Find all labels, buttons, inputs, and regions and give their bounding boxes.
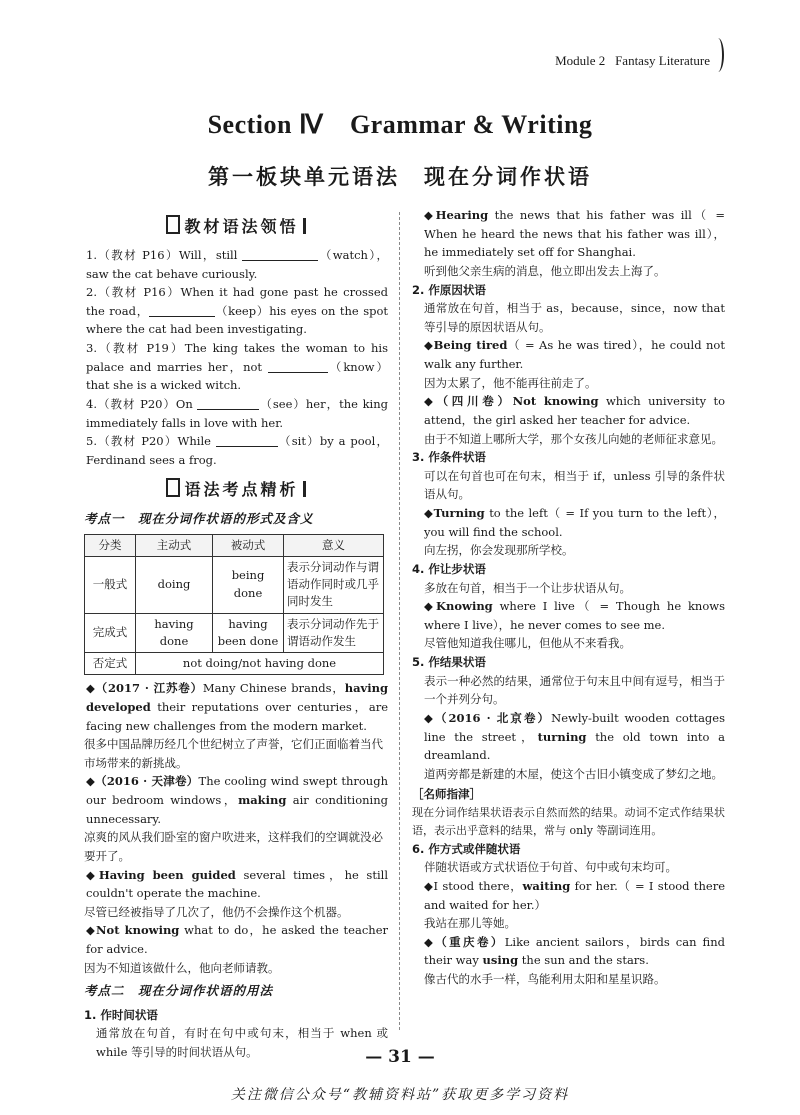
example-chongqing: ◆（重庆卷）Like ancient sailors，birds can find their way using the sun and the stars. xyxy=(424,934,725,968)
example-tianjin: ◆（2016 · 天津卷）The cooling wind swept through our bedroom windows，making air conditioning unnecessary. xyxy=(86,774,388,826)
translation: 尽管已经被指导了几次了，他仍不会操作这个机器。 xyxy=(84,904,349,919)
example-stood: ◆I stood there，waiting for her.（ = I stood there and waited for her.） xyxy=(424,878,725,912)
translation: 很多中国品牌历经几个世纪树立了声誉，它们正面临着当代市场带来的新挑战。 xyxy=(84,737,383,770)
header-bracket-decoration xyxy=(712,38,724,72)
heading-bar xyxy=(303,218,306,234)
kaodian-1-heading: 考点一 现在分词作状语的形式及含义 xyxy=(84,511,314,527)
answer-blank[interactable] xyxy=(268,360,328,373)
section-title: Section Ⅳ Grammar & Writing xyxy=(207,110,593,139)
bookmark-icon xyxy=(166,215,180,234)
page-number: — 31 — xyxy=(365,1047,435,1067)
table-cell: having done xyxy=(136,613,213,653)
translation: 听到他父亲生病的消息，他立即出发去上海了。 xyxy=(424,263,666,278)
table-row xyxy=(85,653,384,675)
table-cell: 否定式 xyxy=(85,653,136,675)
translation: 像古代的水手一样，鸟能利用太阳和星星识路。 xyxy=(424,972,666,986)
answer-blank[interactable] xyxy=(149,304,215,317)
usage-description: 通常放在句首，相当于 as，because，since，now that 等引导的原因状语从句。 xyxy=(424,301,725,334)
example-hearing: ◆Hearing the news that his father was ill（ = When he heard the news that his father was ill），he immediately set off for Shanghai. xyxy=(424,208,725,260)
table-header: 意义 xyxy=(284,534,384,556)
usage-description: 伴随状语或方式状语位于句首、句中或句末均可。 xyxy=(424,860,677,875)
teacher-tip-text: 现在分词作结果状语表示自然而然的结果。动词不定式作结果状语，表示出乎意料的结果，常与 only 等副词连用。 xyxy=(412,806,725,837)
table-row xyxy=(85,613,384,653)
table-header-row xyxy=(85,534,384,556)
usage-heading: 5. 作结果状语 xyxy=(412,655,486,669)
example-being-tired: ◆Being tired（ = As he was tired），he could not walk any further. xyxy=(424,338,725,371)
table-cell: being done xyxy=(213,556,284,613)
footer-note: 关注微信公众号“教辅资料站”获取更多学习资料 xyxy=(230,1087,570,1103)
example-turning: ◆Turning to the left（ = If you turn to the left），you will find the school. xyxy=(424,506,725,539)
table-header: 主动式 xyxy=(136,534,213,556)
running-header xyxy=(555,50,710,71)
translation: 凉爽的风从我们卧室的窗户吹进来，这样我们的空调就没必要开了。 xyxy=(84,830,383,863)
heading-bar xyxy=(303,481,306,497)
exercise-3: 3.（教材 P19）The king takes the woman to his palace and marries her，not （know）that she is a wicked witch. xyxy=(86,341,388,393)
table-cell: doing xyxy=(136,556,213,613)
example-not-knowing: ◆Not knowing what to do，he asked the teacher for advice. xyxy=(86,923,388,957)
translation: 我站在那儿等她。 xyxy=(424,916,516,931)
answer-blank[interactable] xyxy=(216,435,278,448)
column-divider xyxy=(399,212,400,1030)
table-header: 被动式 xyxy=(213,534,284,556)
exercise-2: 2.（教材 P16）When it had gone past he crossed the road， （keep）his eyes on the spot where the cat had been investigating. xyxy=(86,285,388,337)
usage-description: 通常放在句首，有时在句中或句末，相当于 when 或 while 等引导的时间状语从句。 xyxy=(96,1026,388,1059)
translation: 由于不知道上哪所大学，那个女孩儿向她的老师征求意见。 xyxy=(424,431,723,446)
example-sichuan: ◆（四川卷）Not knowing which university to attend，the girl asked her teacher for advice. xyxy=(424,394,725,427)
table-header: 分类 xyxy=(85,534,136,556)
table-cell: having been done xyxy=(213,613,284,653)
kaodian-2-heading: 考点二 现在分词作状语的用法 xyxy=(84,983,274,999)
left-column xyxy=(84,206,388,1061)
table-cell: 完成式 xyxy=(85,613,136,653)
form-meaning-table xyxy=(84,534,384,676)
usage-description: 多放在句首，相当于一个让步状语从句。 xyxy=(424,580,631,595)
table-cell: 表示分词动作与谓语动作同时或几乎同时发生 xyxy=(284,556,384,613)
example-beijing: ◆（2016 · 北京卷）Newly-built wooden cottages line the street，turning the old town into a dreamland. xyxy=(424,710,726,763)
bookmark-icon xyxy=(166,478,180,497)
translation: 向左拐，你会发现那所学校。 xyxy=(424,543,574,558)
box-heading-textbook: 教材语法领悟 xyxy=(84,214,388,240)
example-knowing: ◆Knowing where I live（ = Though he knows where I live），he never comes to see me. xyxy=(424,599,725,632)
translation: 因为太累了，他不能再往前走了。 xyxy=(424,375,597,390)
translation: 道两旁都是新建的木屋，使这个古旧小镇变成了梦幻之地。 xyxy=(424,766,723,781)
teacher-tip-label: ［名师指津］ xyxy=(412,787,481,802)
header-module: Module 2 xyxy=(555,53,606,68)
header-topic: Fantasy Literature xyxy=(615,53,710,68)
exercise-5: 5.（教材 P20）While （sit）by a pool，Ferdinand sees a frog. xyxy=(86,434,388,467)
example-jiangsu: ◆（2017 · 江苏卷）Many Chinese brands，having developed their reputations over centuries，are facing new challenges from the modern market. xyxy=(86,681,388,733)
usage-heading: 1. 作时间状语 xyxy=(84,1007,158,1022)
usage-heading: 4. 作让步状语 xyxy=(412,561,486,576)
right-column xyxy=(412,206,725,989)
exercise-4: 4.（教材 P20）On （see）her，the king immediately falls in love with her. xyxy=(86,396,388,430)
chinese-title: 第一板块单元语法 现在分词作状语 xyxy=(208,164,592,189)
usage-heading: 6. 作方式或伴随状语 xyxy=(412,841,521,856)
exercise-1: 1.（教材 P16）Will，still （watch），saw the cat behave curiously. xyxy=(86,247,388,281)
example-guided: ◆Having been guided several times，he still couldn't operate the machine. xyxy=(86,867,388,901)
answer-blank[interactable] xyxy=(242,248,318,261)
usage-heading: 3. 作条件状语 xyxy=(412,450,486,465)
translation: 尽管他知道我住哪儿，但他从不来看我。 xyxy=(424,636,631,651)
usage-description: 表示一种必然的结果，通常位于句末且中间有逗号，相当于一个并列分句。 xyxy=(424,673,725,707)
usage-heading: 2. 作原因状语 xyxy=(412,282,486,297)
table-cell: not doing/not having done xyxy=(136,653,384,675)
table-row xyxy=(85,556,384,613)
answer-blank[interactable] xyxy=(197,397,259,410)
table-cell: 一般式 xyxy=(85,556,136,613)
table-cell: 表示分词动作先于谓语动作发生 xyxy=(284,613,384,653)
usage-description: 可以在句首也可在句末，相当于 if，unless 引导的条件状语从句。 xyxy=(424,468,725,502)
box-heading-grammar: 语法考点精析 xyxy=(84,477,388,503)
translation: 因为不知道该做什么，他向老师请教。 xyxy=(84,960,280,975)
